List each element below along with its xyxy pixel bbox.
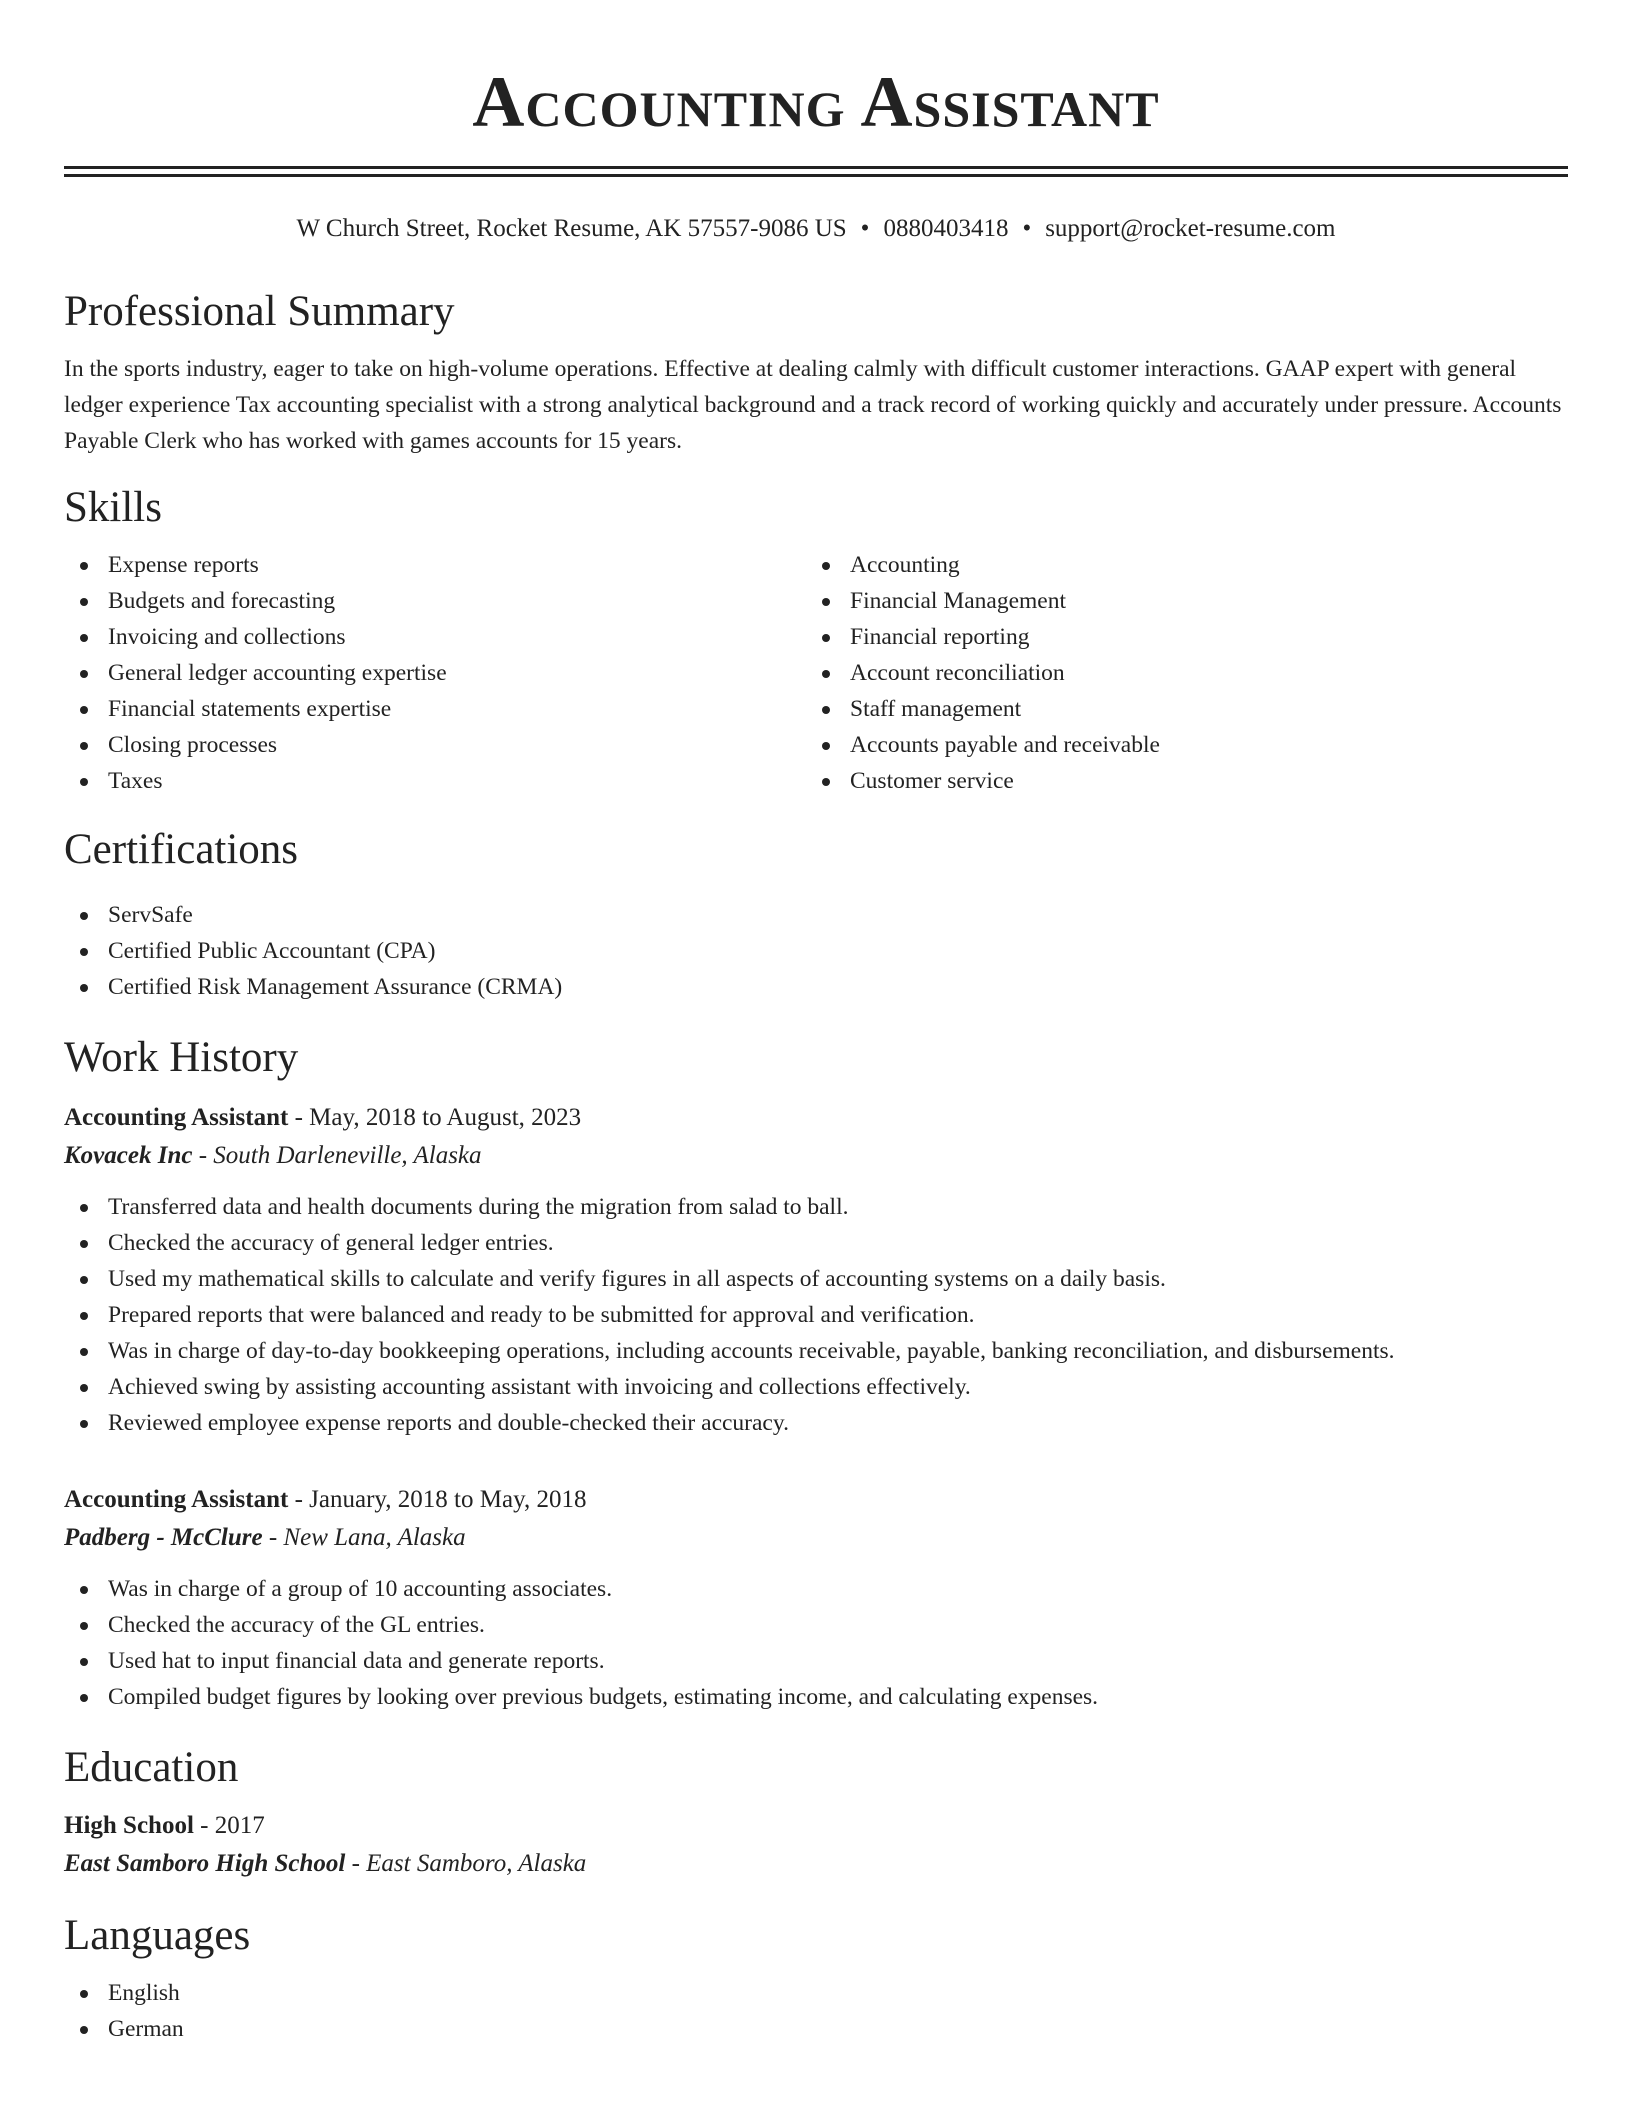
job-duty-item: Used hat to input financial data and generate reports. <box>64 1643 1568 1679</box>
summary-text: In the sports industry, eager to take on high-volume operations. Effective at dealing calmly with difficult customer interactions. GAAP expert with general ledger experience Tax accounting specialist with a strong analytical background and a track record of working quickly and accurately under pressure. Accounts Payable Clerk who has worked with games accounts for 15 years. <box>64 356 1562 454</box>
language-item: English <box>64 1975 1568 2011</box>
skill-item: Financial reporting <box>806 619 1548 655</box>
job-duty-item: Checked the accuracy of the GL entries. <box>64 1607 1568 1643</box>
header-divider-top <box>64 166 1568 169</box>
header-divider-bottom <box>64 174 1568 177</box>
education-school-line <box>64 1845 1568 1883</box>
skill-item: Financial Management <box>806 583 1548 619</box>
job-title-line <box>64 1099 1568 1137</box>
job-duties-list <box>64 1189 1568 1441</box>
job-dates: - May, 2018 to August, 2023 <box>288 1104 582 1131</box>
job-duty-item: Used my mathematical skills to calculate and verify figures in all aspects of accounting systems on a daily basis. <box>64 1261 1568 1297</box>
section-title-summary: Professional Summary <box>64 288 455 335</box>
job-role: Accounting Assistant <box>64 1104 289 1131</box>
job-dates: - January, 2018 to May, 2018 <box>288 1486 587 1513</box>
contact-email: support@rocket-resume.com <box>1045 215 1336 242</box>
job-title-line <box>64 1481 1568 1519</box>
job-duty-item: Reviewed employee expense reports and double-checked their accuracy. <box>64 1405 1568 1441</box>
skill-item: Budgets and forecasting <box>64 583 806 619</box>
job-company: Kovacek Inc <box>64 1142 193 1169</box>
certifications-list <box>64 897 1568 1005</box>
skills-list-right <box>806 547 1548 799</box>
skill-item: Account reconciliation <box>806 655 1548 691</box>
contact-phone: 0880403418 <box>883 215 1009 242</box>
contact-address: W Church Street, Rocket Resume, AK 57557-9086 US <box>296 215 847 242</box>
job-entry <box>64 1481 1568 1715</box>
job-role: Accounting Assistant <box>64 1486 289 1513</box>
skill-item: Expense reports <box>64 547 806 583</box>
skill-item: Accounts payable and receivable <box>806 727 1548 763</box>
job-duty-item: Was in charge of a group of 10 accounting associates. <box>64 1571 1568 1607</box>
skill-item: Closing processes <box>64 727 806 763</box>
job-duty-item: Achieved swing by assisting accounting assistant with invoicing and collections effectively. <box>64 1369 1568 1405</box>
skill-item: General ledger accounting expertise <box>64 655 806 691</box>
job-duties-list <box>64 1571 1568 1715</box>
bullet-separator: • <box>860 215 870 242</box>
languages-list <box>64 1975 1568 2047</box>
section-title-education: Education <box>64 1744 239 1791</box>
job-duty-item: Was in charge of day-to-day bookkeeping operations, including accounts receivable, payable, banking reconciliation, and disbursements. <box>64 1333 1568 1369</box>
job-location: - New Lana, Alaska <box>262 1524 466 1551</box>
education-degree: High School <box>64 1812 194 1839</box>
job-entry <box>64 1099 1568 1441</box>
skills-columns <box>64 547 1568 799</box>
resume-page <box>64 0 1568 2047</box>
job-company: Padberg - McClure <box>64 1524 263 1551</box>
certification-item: Certified Public Accountant (CPA) <box>64 933 1568 969</box>
job-duty-item: Transferred data and health documents during the migration from salad to ball. <box>64 1189 1568 1225</box>
skill-item: Financial statements expertise <box>64 691 806 727</box>
job-duty-item: Compiled budget figures by looking over previous budgets, estimating income, and calculating expenses. <box>64 1679 1568 1715</box>
job-company-line <box>64 1519 1568 1557</box>
job-duty-item: Prepared reports that were balanced and ready to be submitted for approval and verification. <box>64 1297 1568 1333</box>
education-location: - East Samboro, Alaska <box>345 1850 587 1877</box>
language-item: German <box>64 2011 1568 2047</box>
candidate-name: Accounting Assistant <box>472 62 1160 142</box>
section-title-languages: Languages <box>64 1912 251 1959</box>
contact-line <box>64 213 1568 245</box>
skills-list-left <box>64 547 806 799</box>
section-title-skills: Skills <box>64 484 162 531</box>
certification-item: ServSafe <box>64 897 1568 933</box>
section-title-certifications: Certifications <box>64 826 299 873</box>
section-title-work-history: Work History <box>64 1034 299 1081</box>
skill-item: Customer service <box>806 763 1548 799</box>
education-entry <box>64 1807 1568 1883</box>
skill-item: Taxes <box>64 763 806 799</box>
skill-item: Staff management <box>806 691 1548 727</box>
bullet-separator: • <box>1022 215 1032 242</box>
skill-item: Invoicing and collections <box>64 619 806 655</box>
education-school: East Samboro High School <box>64 1850 346 1877</box>
education-year: - 2017 <box>193 1812 265 1839</box>
education-degree-line <box>64 1807 1568 1845</box>
certification-item: Certified Risk Management Assurance (CRMA) <box>64 969 1568 1005</box>
job-company-line <box>64 1137 1568 1175</box>
job-location: - South Darleneville, Alaska <box>192 1142 482 1169</box>
job-duty-item: Checked the accuracy of general ledger entries. <box>64 1225 1568 1261</box>
skill-item: Accounting <box>806 547 1548 583</box>
